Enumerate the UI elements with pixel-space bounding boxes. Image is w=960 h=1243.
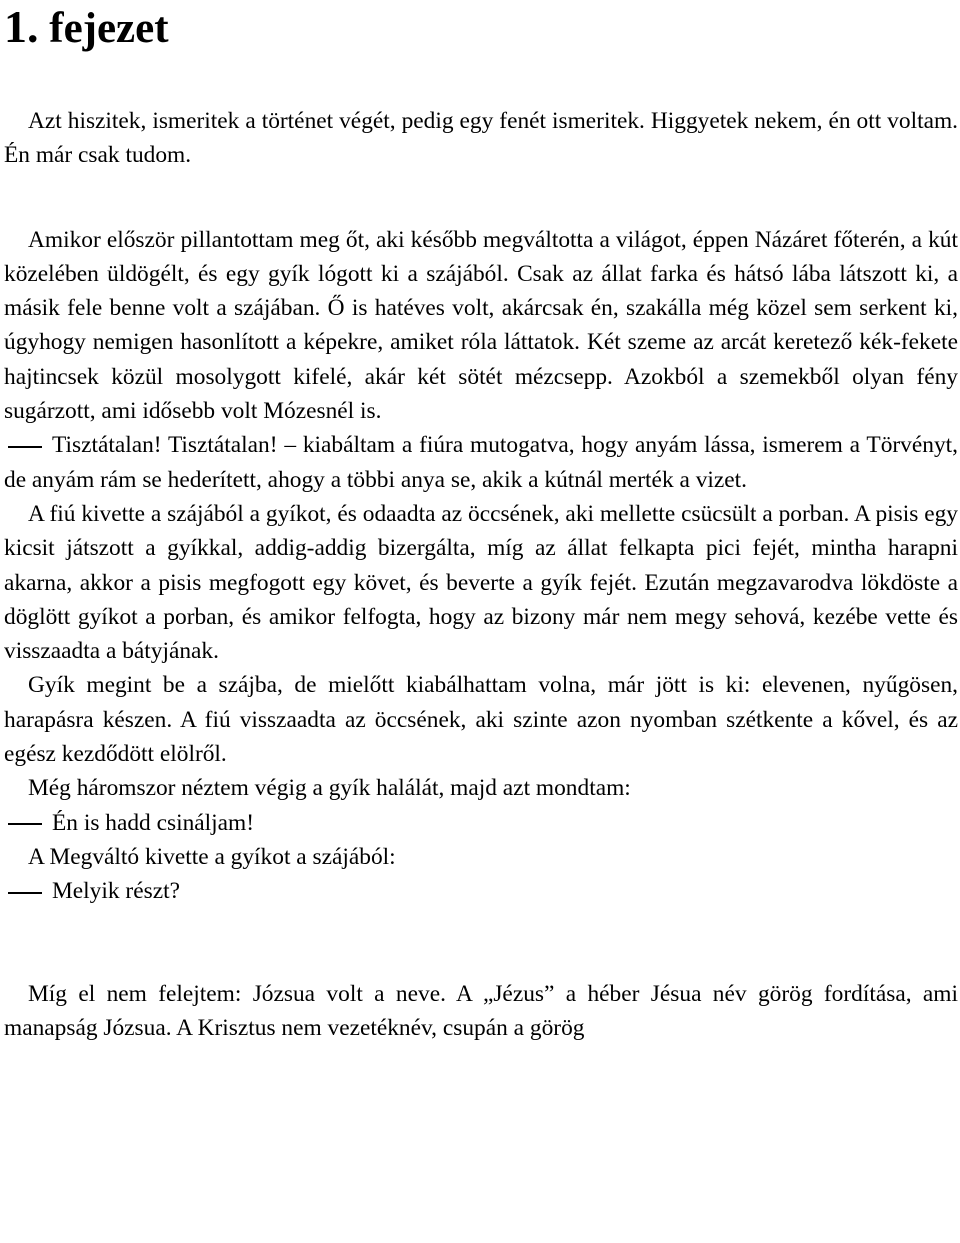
chapter-title: [4, 0, 958, 52]
paragraph-6: A Megváltó kivette a gyíkot a szájából:: [28, 843, 396, 870]
paragraph-2: Amikor először pillantottam meg őt, aki később megváltotta a világot, éppen Názáret főterén, a kút közelében üldögélt, és egy gyík lógott ki a szájából. Csak az állat farka és hátsó lába látszott ki, a másik fele benne volt a szájában. Ő is hatéves volt, akárcsak én, szakálla még közel sem serkent ki, úgyhogy nemigen hasonlított a képekre, amiket róla láttatok. Két szeme az arcát keretező kék-fekete hajtincsek közül mosolygott kifelé, akár két sötét mézcsepp. Azokból a szemekből olyan fény sugárzott, ami idősebb volt Mózesnél is.: [4, 226, 958, 425]
spacer: [4, 909, 958, 977]
dialogue-line-2: Én is hadd csináljam!: [4, 806, 958, 840]
dialogue-line-1: Tisztátalan! Tisztátalan! – kiabáltam a fiúra mutogatva, hogy anyám lássa, ismerem a Törvényt, de anyám rám se hederített, ahogy a többi anya se, akik a kútnál merték a vizet.: [4, 428, 958, 497]
dialogue-line-3: Melyik részt?: [4, 874, 958, 908]
paragraph-5: Még háromszor néztem végig a gyík halálát, majd azt mondtam:: [28, 775, 631, 802]
document-page: [4, 0, 958, 1045]
paragraph-4: Gyík megint be a szájba, de mielőtt kiabálhattam volna, már jött is ki: elevenen, nyűgösen, harapásra készen. A fiú visszaadta az öccsének, aki szinte azon nyomban szétkente a kővel, és az egész kezdődött elölről.: [4, 672, 958, 768]
spacer: [4, 173, 958, 223]
paragraph-3: A fiú kivette a szájából a gyíkot, és odaadta az öccsének, aki mellette csücsült a porban. A pisis egy kicsit játszott a gyíkkal, addig-addig bizergálta, míg az állat felkapta pici fejét, mintha harapni akarna, akkor a pisis megfogott egy követ, és beverte a gyík fejét. Ezután megzavarodva lökdöste a döglött gyíkot a porban, és amikor felfogta, hogy az bizony már nem megy sehová, kezébe vette és visszaadta a bátyjának.: [4, 500, 958, 665]
paragraph-1: Azt hiszitek, ismeritek a történet végét, pedig egy fenét ismeritek. Higgyetek nekem, én ott voltam. Én már csak tudom.: [4, 108, 958, 169]
chapter-title-text: fejezet: [49, 5, 169, 52]
chapter-number: 1.: [4, 1, 39, 52]
paragraph-7: Míg el nem felejtem: Józsua volt a neve. A „Jézus” a héber Jésua név görög fordítása, ami manapság Józsua. A Krisztus nem vezetéknév, csupán a görög: [4, 980, 958, 1041]
spacer: [4, 52, 958, 104]
